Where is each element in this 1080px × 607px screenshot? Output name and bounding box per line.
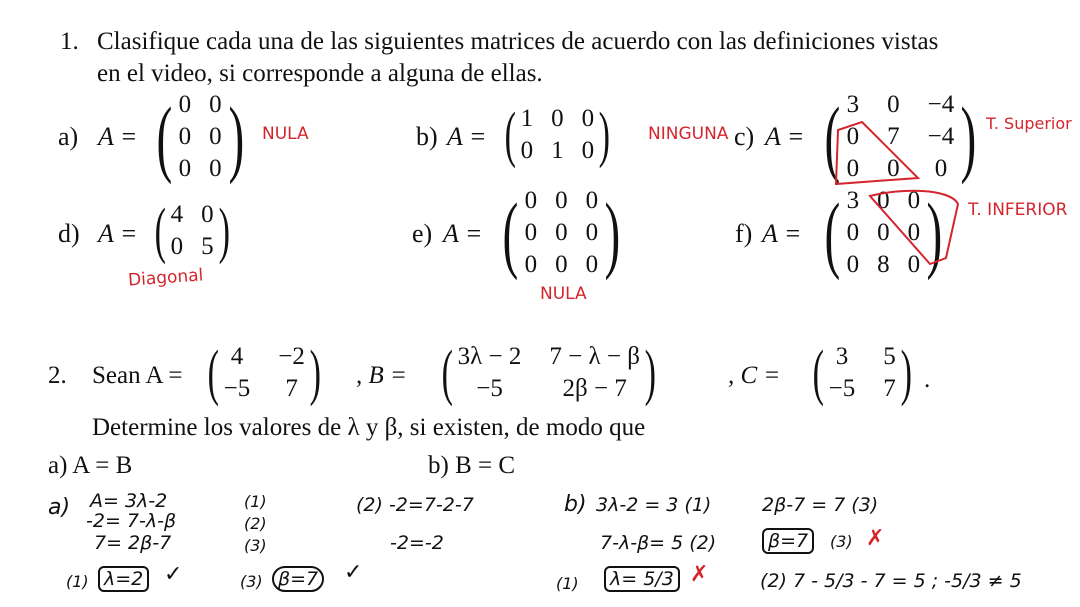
left-paren: ( (207, 339, 220, 407)
item-b-label: b) (416, 122, 438, 151)
matrix-cell: −5 (223, 375, 251, 402)
matrix-cell: 0 (524, 251, 538, 278)
right-paren: ) (926, 185, 943, 281)
problem2-B-label: , B = (356, 362, 407, 389)
problem2-number: 2. (48, 362, 67, 389)
item-f-lhs: A = (762, 219, 802, 248)
right-paren: ) (604, 185, 621, 281)
hw-b-res3-num: (3) (830, 532, 853, 551)
item-e-label: e) (412, 219, 433, 248)
item-c-label: c) (734, 122, 755, 151)
matrix-cell: 0 (887, 91, 900, 118)
matrix-cell: −5 (828, 375, 856, 402)
item-c-lhs: A = (765, 122, 805, 151)
matrix-cell: 0 (178, 155, 192, 182)
hw-n1: (1) (244, 492, 267, 511)
matrix-cell: 7 (285, 375, 298, 402)
problem1-statement-line2: en el video, si corresponde a alguna de ellas. (97, 60, 543, 87)
left-paren: ( (824, 89, 841, 185)
problem2-part-b: b) B = C (428, 452, 516, 479)
matrix-a-cells (179, 90, 222, 184)
hw-b-eq3: 2β-7 = 7 (3) (762, 494, 879, 516)
matrix-cell: 0 (846, 155, 860, 182)
hw-b-res1: λ= 5/3 (604, 566, 680, 592)
hw-a-sub2: -2=-2 (390, 532, 444, 554)
matrix-cell: 0 (209, 123, 222, 150)
right-paren: ) (644, 339, 656, 407)
matrix-cell: 0 (581, 137, 595, 164)
matrix-cell: 0 (907, 251, 921, 278)
matrix-cell: 3 (835, 343, 849, 370)
matrix-cell: 0 (551, 105, 564, 132)
left-paren: ( (154, 197, 167, 265)
annotation-b: NINGUNA (648, 124, 729, 144)
problem2-C-label: , C = (728, 362, 781, 389)
left-paren: ( (441, 339, 454, 407)
matrix-cell: −4 (927, 123, 955, 150)
matrix-cell: 7 (883, 375, 896, 402)
matrix-cell: 0 (178, 123, 192, 150)
matrix-cell: 5 (883, 343, 896, 370)
matrix-cell: 0 (581, 105, 595, 132)
hw-a-eq1: A= 3λ-2 (90, 490, 168, 512)
annotation-a: NULA (262, 124, 309, 144)
hw-a-res1: λ=2 (98, 566, 149, 592)
matrix-B (437, 339, 661, 407)
matrix-cell: 0 (520, 137, 534, 164)
matrix-cell: 3 (846, 187, 860, 214)
matrix-cell: 0 (178, 91, 192, 118)
matrix-cell: 3 (846, 91, 860, 118)
matrix-cell: 7 (887, 123, 900, 150)
hw-a-sub1: (2) -2=7-2-7 (356, 494, 474, 516)
hw-a-res1-num: (1) (66, 572, 89, 591)
right-paren: ) (960, 89, 977, 185)
matrix-cell: 0 (846, 123, 860, 150)
matrix-b (500, 101, 615, 169)
left-paren: ( (502, 185, 519, 281)
matrix-A (203, 339, 326, 407)
matrix-f (818, 186, 949, 280)
hw-b-res3: β=7 (762, 528, 814, 554)
annotation-e: NULA (540, 284, 587, 304)
check-icon: ✓ (164, 562, 183, 587)
matrix-cell: 1 (551, 137, 564, 164)
hw-a-res3-num: (3) (240, 572, 263, 591)
problem2-question: Determine los valores de λ y β, si existen, de modo que (92, 414, 646, 441)
matrix-c-cells (847, 90, 955, 184)
hw-b-eq1: 3λ-2 = 3 (1) (596, 494, 712, 516)
matrix-cell: 0 (585, 251, 599, 278)
matrix-cell: 4 (230, 343, 244, 370)
matrix-B-cells (458, 342, 640, 404)
matrix-cell: 1 (520, 105, 534, 132)
left-paren: ( (824, 185, 841, 281)
matrix-cell: 0 (209, 155, 222, 182)
matrix-c (818, 90, 983, 184)
hw-b-eq2: 7-λ-β= 5 (2) (600, 532, 717, 554)
matrix-cell: 0 (907, 219, 921, 246)
hw-b-res1-num: (1) (556, 574, 579, 593)
matrix-cell: 0 (934, 155, 948, 182)
matrix-a (150, 90, 250, 184)
matrix-d-cells (171, 200, 214, 262)
matrix-A-cells (224, 342, 305, 404)
matrix-cell: 0 (877, 187, 890, 214)
matrix-e (496, 186, 627, 280)
matrix-cell: 4 (170, 201, 184, 228)
right-paren: ) (598, 101, 611, 169)
matrix-cell: 0 (585, 219, 599, 246)
item-d-lhs: A = (98, 219, 138, 248)
annotation-c: T. Superior (986, 114, 1072, 133)
matrix-cell: 0 (907, 187, 921, 214)
matrix-cell: −5 (476, 375, 503, 402)
left-paren: ( (504, 101, 517, 169)
hw-n3: (3) (244, 536, 267, 555)
matrix-cell: 0 (585, 187, 599, 214)
problem1-number: 1. (60, 28, 79, 55)
matrix-cell: 0 (170, 233, 184, 260)
hw-n2: (2) (244, 514, 267, 533)
matrix-cell: 0 (877, 219, 890, 246)
problem2-period: . (924, 366, 931, 393)
hw-a-res3: β=7 (272, 566, 324, 592)
annotation-d: Diagonal (127, 265, 204, 291)
matrix-cell: 0 (846, 251, 860, 278)
item-d-label: d) (58, 219, 80, 248)
matrix-d (150, 197, 234, 265)
problem2-part-a: a) A = B (48, 452, 133, 479)
problem2-intro: Sean A = (92, 362, 183, 389)
hw-a-eq2: -2= 7-λ-β (86, 510, 177, 532)
matrix-cell: 0 (555, 251, 568, 278)
annotation-f: T. INFERIOR (968, 200, 1068, 220)
right-paren: ) (900, 339, 912, 407)
matrix-cell: 0 (555, 187, 568, 214)
matrix-cell: 0 (524, 219, 538, 246)
matrix-cell: 2β − 7 (562, 375, 627, 402)
hw-b-title: b) (564, 492, 587, 517)
item-e-lhs: A = (443, 219, 483, 248)
item-a-lhs: A = (98, 122, 138, 151)
hw-a-eq3: 7= 2β-7 (94, 532, 172, 554)
item-f-label: f) (735, 219, 753, 248)
right-paren: ) (228, 89, 244, 185)
matrix-cell: 0 (209, 91, 222, 118)
item-a-label: a) (58, 122, 79, 151)
item-b-lhs: A = (447, 122, 487, 151)
check-icon: ✓ (344, 560, 363, 585)
right-paren: ) (218, 197, 230, 265)
hw-a-title: a) (48, 495, 71, 520)
matrix-cell: 3λ − 2 (457, 343, 522, 370)
left-paren: ( (156, 89, 173, 185)
matrix-f-cells (847, 186, 921, 280)
matrix-e-cells (525, 186, 599, 280)
matrix-cell: 0 (846, 219, 860, 246)
cross-icon: ✗ (866, 526, 885, 551)
matrix-cell: 8 (877, 251, 890, 278)
matrix-cell: 0 (524, 187, 538, 214)
matrix-b-cells (521, 104, 595, 166)
matrix-C-cells (829, 342, 896, 404)
matrix-cell: −2 (278, 343, 305, 370)
matrix-cell: 7 − λ − β (549, 343, 640, 370)
problem1-statement-line1: Clasifique cada una de las siguientes matrices de acuerdo con las definiciones vistas (97, 28, 939, 55)
matrix-cell: 0 (887, 155, 900, 182)
right-paren: ) (309, 339, 321, 407)
matrix-cell: 0 (555, 219, 568, 246)
matrix-cell: 0 (201, 201, 214, 228)
matrix-cell: 5 (201, 233, 214, 260)
matrix-cell: −4 (927, 91, 955, 118)
matrix-C (808, 339, 916, 407)
cross-icon: ✗ (690, 562, 709, 587)
hw-b-res2: (2) 7 - 5/3 - 7 = 5 ; -5/3 ≠ 5 (760, 570, 1022, 592)
left-paren: ( (812, 339, 825, 407)
